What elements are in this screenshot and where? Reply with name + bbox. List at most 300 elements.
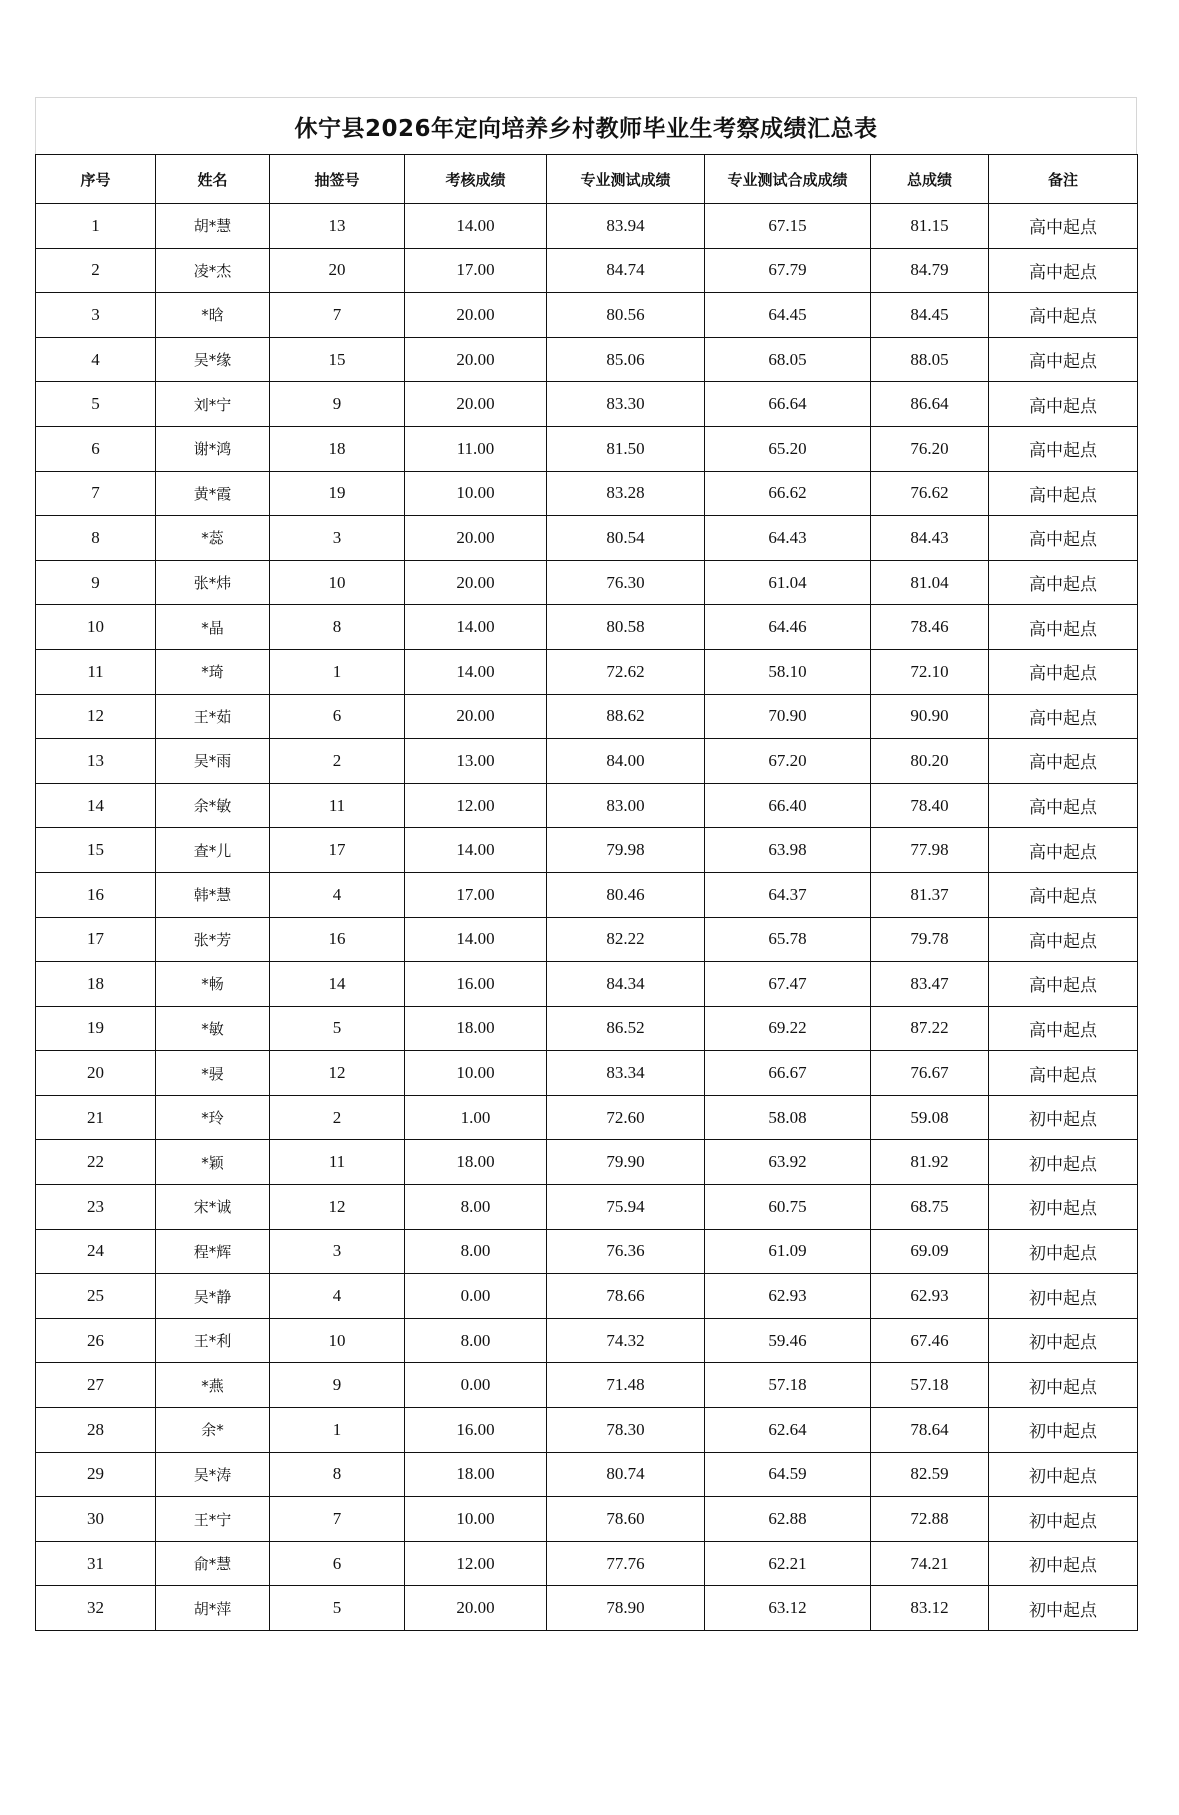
cell-name: 谢*鸿 bbox=[156, 426, 270, 471]
table-row bbox=[36, 917, 1138, 962]
cell-draw-number: 4 bbox=[270, 1274, 405, 1319]
cell-professional-composite-score: 59.46 bbox=[705, 1318, 871, 1363]
cell-total-score: 83.12 bbox=[871, 1586, 989, 1631]
col-header-draw-number: 抽签号 bbox=[270, 155, 405, 204]
cell-assessment-score: 20.00 bbox=[405, 560, 547, 605]
cell-professional-test-score: 88.62 bbox=[547, 694, 705, 739]
cell-name: *晗 bbox=[156, 293, 270, 338]
cell-assessment-score: 14.00 bbox=[405, 917, 547, 962]
cell-professional-composite-score: 57.18 bbox=[705, 1363, 871, 1408]
cell-professional-test-score: 78.60 bbox=[547, 1497, 705, 1542]
cell-index: 3 bbox=[36, 293, 156, 338]
table-row bbox=[36, 605, 1138, 650]
cell-total-score: 81.37 bbox=[871, 872, 989, 917]
cell-assessment-score: 0.00 bbox=[405, 1274, 547, 1319]
cell-remark: 高中起点 bbox=[989, 962, 1138, 1007]
cell-professional-composite-score: 64.43 bbox=[705, 516, 871, 561]
cell-name: 凌*杰 bbox=[156, 248, 270, 293]
cell-total-score: 72.10 bbox=[871, 649, 989, 694]
cell-index: 20 bbox=[36, 1051, 156, 1096]
cell-professional-test-score: 84.00 bbox=[547, 739, 705, 784]
cell-remark: 初中起点 bbox=[989, 1497, 1138, 1542]
cell-assessment-score: 1.00 bbox=[405, 1095, 547, 1140]
cell-professional-composite-score: 62.64 bbox=[705, 1408, 871, 1453]
cell-professional-composite-score: 66.40 bbox=[705, 783, 871, 828]
cell-professional-composite-score: 63.12 bbox=[705, 1586, 871, 1631]
cell-name: *骎 bbox=[156, 1051, 270, 1096]
cell-professional-composite-score: 61.09 bbox=[705, 1229, 871, 1274]
cell-professional-test-score: 84.34 bbox=[547, 962, 705, 1007]
cell-name: 胡*慧 bbox=[156, 204, 270, 249]
cell-index: 15 bbox=[36, 828, 156, 873]
cell-professional-composite-score: 63.92 bbox=[705, 1140, 871, 1185]
cell-index: 16 bbox=[36, 872, 156, 917]
cell-professional-composite-score: 67.47 bbox=[705, 962, 871, 1007]
cell-professional-test-score: 85.06 bbox=[547, 337, 705, 382]
table-row bbox=[36, 1318, 1138, 1363]
cell-draw-number: 8 bbox=[270, 1452, 405, 1497]
cell-index: 28 bbox=[36, 1408, 156, 1453]
table-row bbox=[36, 1229, 1138, 1274]
cell-professional-composite-score: 62.21 bbox=[705, 1541, 871, 1586]
cell-assessment-score: 17.00 bbox=[405, 248, 547, 293]
cell-draw-number: 12 bbox=[270, 1051, 405, 1096]
cell-index: 32 bbox=[36, 1586, 156, 1631]
cell-remark: 初中起点 bbox=[989, 1229, 1138, 1274]
table-row bbox=[36, 204, 1138, 249]
cell-assessment-score: 10.00 bbox=[405, 471, 547, 516]
cell-draw-number: 5 bbox=[270, 1586, 405, 1631]
cell-index: 30 bbox=[36, 1497, 156, 1542]
cell-name: 查*儿 bbox=[156, 828, 270, 873]
cell-professional-test-score: 78.90 bbox=[547, 1586, 705, 1631]
cell-index: 5 bbox=[36, 382, 156, 427]
cell-draw-number: 18 bbox=[270, 426, 405, 471]
col-header-remark: 备注 bbox=[989, 155, 1138, 204]
cell-draw-number: 5 bbox=[270, 1006, 405, 1051]
cell-assessment-score: 20.00 bbox=[405, 293, 547, 338]
cell-professional-composite-score: 58.08 bbox=[705, 1095, 871, 1140]
cell-name: 韩*慧 bbox=[156, 872, 270, 917]
cell-index: 1 bbox=[36, 204, 156, 249]
cell-name: *燕 bbox=[156, 1363, 270, 1408]
cell-remark: 高中起点 bbox=[989, 1006, 1138, 1051]
cell-total-score: 74.21 bbox=[871, 1541, 989, 1586]
table-row bbox=[36, 1185, 1138, 1230]
table-row bbox=[36, 1497, 1138, 1542]
cell-total-score: 79.78 bbox=[871, 917, 989, 962]
cell-total-score: 78.40 bbox=[871, 783, 989, 828]
score-sheet bbox=[35, 97, 1137, 1631]
cell-assessment-score: 10.00 bbox=[405, 1497, 547, 1542]
cell-remark: 高中起点 bbox=[989, 1051, 1138, 1096]
cell-name: 胡*萍 bbox=[156, 1586, 270, 1631]
cell-remark: 高中起点 bbox=[989, 649, 1138, 694]
table-row bbox=[36, 516, 1138, 561]
cell-assessment-score: 18.00 bbox=[405, 1140, 547, 1185]
cell-total-score: 82.59 bbox=[871, 1452, 989, 1497]
cell-total-score: 69.09 bbox=[871, 1229, 989, 1274]
cell-professional-test-score: 80.58 bbox=[547, 605, 705, 650]
cell-professional-test-score: 79.98 bbox=[547, 828, 705, 873]
cell-assessment-score: 17.00 bbox=[405, 872, 547, 917]
cell-name: *畅 bbox=[156, 962, 270, 1007]
cell-name: 余*敏 bbox=[156, 783, 270, 828]
cell-name: 吴*缘 bbox=[156, 337, 270, 382]
cell-index: 17 bbox=[36, 917, 156, 962]
cell-draw-number: 11 bbox=[270, 783, 405, 828]
cell-name: 俞*慧 bbox=[156, 1541, 270, 1586]
cell-draw-number: 3 bbox=[270, 1229, 405, 1274]
table-body bbox=[36, 204, 1138, 1631]
cell-professional-test-score: 72.62 bbox=[547, 649, 705, 694]
cell-draw-number: 11 bbox=[270, 1140, 405, 1185]
cell-total-score: 68.75 bbox=[871, 1185, 989, 1230]
cell-remark: 初中起点 bbox=[989, 1140, 1138, 1185]
cell-remark: 初中起点 bbox=[989, 1408, 1138, 1453]
cell-remark: 高中起点 bbox=[989, 426, 1138, 471]
cell-index: 19 bbox=[36, 1006, 156, 1051]
cell-index: 2 bbox=[36, 248, 156, 293]
cell-remark: 初中起点 bbox=[989, 1095, 1138, 1140]
cell-draw-number: 9 bbox=[270, 1363, 405, 1408]
cell-professional-test-score: 80.46 bbox=[547, 872, 705, 917]
cell-assessment-score: 8.00 bbox=[405, 1229, 547, 1274]
table-row bbox=[36, 337, 1138, 382]
cell-professional-composite-score: 70.90 bbox=[705, 694, 871, 739]
cell-remark: 高中起点 bbox=[989, 337, 1138, 382]
cell-professional-test-score: 72.60 bbox=[547, 1095, 705, 1140]
cell-assessment-score: 10.00 bbox=[405, 1051, 547, 1096]
cell-index: 27 bbox=[36, 1363, 156, 1408]
cell-professional-composite-score: 66.67 bbox=[705, 1051, 871, 1096]
cell-name: 黄*霞 bbox=[156, 471, 270, 516]
cell-remark: 高中起点 bbox=[989, 783, 1138, 828]
col-header-total-score: 总成绩 bbox=[871, 155, 989, 204]
cell-draw-number: 6 bbox=[270, 1541, 405, 1586]
cell-professional-test-score: 83.30 bbox=[547, 382, 705, 427]
cell-index: 31 bbox=[36, 1541, 156, 1586]
cell-draw-number: 3 bbox=[270, 516, 405, 561]
cell-assessment-score: 20.00 bbox=[405, 382, 547, 427]
cell-remark: 高中起点 bbox=[989, 605, 1138, 650]
cell-remark: 初中起点 bbox=[989, 1452, 1138, 1497]
table-row bbox=[36, 382, 1138, 427]
cell-total-score: 67.46 bbox=[871, 1318, 989, 1363]
cell-assessment-score: 14.00 bbox=[405, 649, 547, 694]
cell-draw-number: 16 bbox=[270, 917, 405, 962]
table-row bbox=[36, 1408, 1138, 1453]
cell-assessment-score: 18.00 bbox=[405, 1006, 547, 1051]
cell-index: 4 bbox=[36, 337, 156, 382]
cell-index: 22 bbox=[36, 1140, 156, 1185]
cell-draw-number: 20 bbox=[270, 248, 405, 293]
cell-professional-composite-score: 67.15 bbox=[705, 204, 871, 249]
table-row bbox=[36, 1274, 1138, 1319]
cell-professional-composite-score: 64.59 bbox=[705, 1452, 871, 1497]
cell-total-score: 72.88 bbox=[871, 1497, 989, 1542]
cell-name: 吴*静 bbox=[156, 1274, 270, 1319]
cell-total-score: 76.62 bbox=[871, 471, 989, 516]
cell-draw-number: 1 bbox=[270, 1408, 405, 1453]
cell-professional-composite-score: 67.79 bbox=[705, 248, 871, 293]
cell-total-score: 84.43 bbox=[871, 516, 989, 561]
cell-professional-composite-score: 61.04 bbox=[705, 560, 871, 605]
cell-draw-number: 7 bbox=[270, 1497, 405, 1542]
cell-draw-number: 12 bbox=[270, 1185, 405, 1230]
cell-professional-composite-score: 63.98 bbox=[705, 828, 871, 873]
table-row bbox=[36, 1452, 1138, 1497]
cell-professional-test-score: 80.54 bbox=[547, 516, 705, 561]
cell-remark: 高中起点 bbox=[989, 872, 1138, 917]
cell-professional-test-score: 78.66 bbox=[547, 1274, 705, 1319]
cell-index: 12 bbox=[36, 694, 156, 739]
cell-index: 6 bbox=[36, 426, 156, 471]
cell-remark: 高中起点 bbox=[989, 694, 1138, 739]
cell-name: *敏 bbox=[156, 1006, 270, 1051]
cell-professional-composite-score: 66.62 bbox=[705, 471, 871, 516]
cell-assessment-score: 18.00 bbox=[405, 1452, 547, 1497]
cell-index: 23 bbox=[36, 1185, 156, 1230]
cell-assessment-score: 11.00 bbox=[405, 426, 547, 471]
cell-name: 王*利 bbox=[156, 1318, 270, 1363]
cell-assessment-score: 20.00 bbox=[405, 516, 547, 561]
cell-assessment-score: 16.00 bbox=[405, 962, 547, 1007]
cell-name: 王*茹 bbox=[156, 694, 270, 739]
table-row bbox=[36, 1006, 1138, 1051]
cell-draw-number: 10 bbox=[270, 560, 405, 605]
cell-professional-test-score: 76.36 bbox=[547, 1229, 705, 1274]
cell-total-score: 77.98 bbox=[871, 828, 989, 873]
cell-remark: 初中起点 bbox=[989, 1363, 1138, 1408]
table-row bbox=[36, 872, 1138, 917]
cell-total-score: 86.64 bbox=[871, 382, 989, 427]
cell-total-score: 78.46 bbox=[871, 605, 989, 650]
cell-total-score: 88.05 bbox=[871, 337, 989, 382]
cell-remark: 初中起点 bbox=[989, 1586, 1138, 1631]
header-row bbox=[36, 155, 1138, 204]
cell-assessment-score: 16.00 bbox=[405, 1408, 547, 1453]
cell-professional-composite-score: 60.75 bbox=[705, 1185, 871, 1230]
cell-index: 10 bbox=[36, 605, 156, 650]
cell-remark: 高中起点 bbox=[989, 516, 1138, 561]
cell-professional-test-score: 83.34 bbox=[547, 1051, 705, 1096]
cell-professional-composite-score: 58.10 bbox=[705, 649, 871, 694]
cell-professional-composite-score: 66.64 bbox=[705, 382, 871, 427]
cell-index: 26 bbox=[36, 1318, 156, 1363]
cell-professional-composite-score: 69.22 bbox=[705, 1006, 871, 1051]
cell-draw-number: 19 bbox=[270, 471, 405, 516]
cell-assessment-score: 12.00 bbox=[405, 783, 547, 828]
cell-total-score: 62.93 bbox=[871, 1274, 989, 1319]
cell-assessment-score: 14.00 bbox=[405, 605, 547, 650]
cell-professional-test-score: 80.56 bbox=[547, 293, 705, 338]
cell-index: 25 bbox=[36, 1274, 156, 1319]
cell-professional-test-score: 76.30 bbox=[547, 560, 705, 605]
cell-name: 吴*涛 bbox=[156, 1452, 270, 1497]
table-row bbox=[36, 560, 1138, 605]
cell-professional-composite-score: 62.88 bbox=[705, 1497, 871, 1542]
table-row bbox=[36, 1541, 1138, 1586]
cell-assessment-score: 0.00 bbox=[405, 1363, 547, 1408]
cell-professional-test-score: 82.22 bbox=[547, 917, 705, 962]
col-header-name: 姓名 bbox=[156, 155, 270, 204]
cell-index: 11 bbox=[36, 649, 156, 694]
table-row bbox=[36, 1051, 1138, 1096]
cell-name: 刘*宁 bbox=[156, 382, 270, 427]
cell-professional-composite-score: 67.20 bbox=[705, 739, 871, 784]
cell-remark: 高中起点 bbox=[989, 917, 1138, 962]
cell-remark: 高中起点 bbox=[989, 828, 1138, 873]
cell-total-score: 90.90 bbox=[871, 694, 989, 739]
cell-professional-test-score: 83.28 bbox=[547, 471, 705, 516]
cell-name: 余* bbox=[156, 1408, 270, 1453]
cell-index: 18 bbox=[36, 962, 156, 1007]
cell-remark: 高中起点 bbox=[989, 471, 1138, 516]
table-row bbox=[36, 471, 1138, 516]
cell-draw-number: 8 bbox=[270, 605, 405, 650]
cell-remark: 高中起点 bbox=[989, 293, 1138, 338]
table-row bbox=[36, 1586, 1138, 1631]
cell-index: 7 bbox=[36, 471, 156, 516]
cell-remark: 高中起点 bbox=[989, 204, 1138, 249]
table-row bbox=[36, 828, 1138, 873]
cell-professional-composite-score: 65.78 bbox=[705, 917, 871, 962]
cell-remark: 初中起点 bbox=[989, 1318, 1138, 1363]
cell-remark: 初中起点 bbox=[989, 1185, 1138, 1230]
cell-professional-composite-score: 64.45 bbox=[705, 293, 871, 338]
cell-professional-composite-score: 64.37 bbox=[705, 872, 871, 917]
cell-remark: 高中起点 bbox=[989, 382, 1138, 427]
cell-index: 8 bbox=[36, 516, 156, 561]
cell-total-score: 59.08 bbox=[871, 1095, 989, 1140]
cell-total-score: 80.20 bbox=[871, 739, 989, 784]
table-row bbox=[36, 739, 1138, 784]
cell-total-score: 76.20 bbox=[871, 426, 989, 471]
cell-professional-composite-score: 65.20 bbox=[705, 426, 871, 471]
cell-total-score: 81.04 bbox=[871, 560, 989, 605]
cell-total-score: 81.92 bbox=[871, 1140, 989, 1185]
cell-name: 张*炜 bbox=[156, 560, 270, 605]
cell-assessment-score: 8.00 bbox=[405, 1185, 547, 1230]
cell-remark: 高中起点 bbox=[989, 739, 1138, 784]
cell-remark: 初中起点 bbox=[989, 1541, 1138, 1586]
cell-index: 21 bbox=[36, 1095, 156, 1140]
cell-name: 程*辉 bbox=[156, 1229, 270, 1274]
cell-name: *琦 bbox=[156, 649, 270, 694]
table-row bbox=[36, 783, 1138, 828]
table-row bbox=[36, 1140, 1138, 1185]
col-header-professional-composite-score: 专业测试合成成绩 bbox=[705, 155, 871, 204]
cell-draw-number: 10 bbox=[270, 1318, 405, 1363]
table-row bbox=[36, 426, 1138, 471]
cell-professional-test-score: 80.74 bbox=[547, 1452, 705, 1497]
cell-draw-number: 13 bbox=[270, 204, 405, 249]
col-header-assessment-score: 考核成绩 bbox=[405, 155, 547, 204]
cell-draw-number: 9 bbox=[270, 382, 405, 427]
cell-draw-number: 6 bbox=[270, 694, 405, 739]
cell-index: 24 bbox=[36, 1229, 156, 1274]
cell-professional-test-score: 75.94 bbox=[547, 1185, 705, 1230]
table-row bbox=[36, 293, 1138, 338]
cell-professional-composite-score: 62.93 bbox=[705, 1274, 871, 1319]
sheet-title: 休宁县2026年定向培养乡村教师毕业生考察成绩汇总表 bbox=[35, 97, 1137, 154]
cell-assessment-score: 14.00 bbox=[405, 828, 547, 873]
table-row bbox=[36, 962, 1138, 1007]
cell-name: *晶 bbox=[156, 605, 270, 650]
cell-draw-number: 2 bbox=[270, 739, 405, 784]
cell-total-score: 76.67 bbox=[871, 1051, 989, 1096]
cell-professional-composite-score: 68.05 bbox=[705, 337, 871, 382]
col-header-index: 序号 bbox=[36, 155, 156, 204]
cell-assessment-score: 20.00 bbox=[405, 694, 547, 739]
cell-index: 13 bbox=[36, 739, 156, 784]
cell-assessment-score: 14.00 bbox=[405, 204, 547, 249]
cell-index: 9 bbox=[36, 560, 156, 605]
cell-name: *玲 bbox=[156, 1095, 270, 1140]
cell-draw-number: 1 bbox=[270, 649, 405, 694]
cell-name: 王*宁 bbox=[156, 1497, 270, 1542]
cell-total-score: 87.22 bbox=[871, 1006, 989, 1051]
cell-name: *蕊 bbox=[156, 516, 270, 561]
cell-draw-number: 7 bbox=[270, 293, 405, 338]
cell-total-score: 84.45 bbox=[871, 293, 989, 338]
cell-assessment-score: 8.00 bbox=[405, 1318, 547, 1363]
cell-professional-test-score: 77.76 bbox=[547, 1541, 705, 1586]
table-row bbox=[36, 1363, 1138, 1408]
cell-total-score: 84.79 bbox=[871, 248, 989, 293]
cell-professional-test-score: 74.32 bbox=[547, 1318, 705, 1363]
cell-professional-test-score: 78.30 bbox=[547, 1408, 705, 1453]
cell-total-score: 81.15 bbox=[871, 204, 989, 249]
cell-name: *颖 bbox=[156, 1140, 270, 1185]
cell-name: 张*芳 bbox=[156, 917, 270, 962]
table-row bbox=[36, 649, 1138, 694]
cell-total-score: 57.18 bbox=[871, 1363, 989, 1408]
cell-total-score: 83.47 bbox=[871, 962, 989, 1007]
score-table bbox=[35, 154, 1138, 1631]
cell-professional-test-score: 83.94 bbox=[547, 204, 705, 249]
cell-professional-test-score: 79.90 bbox=[547, 1140, 705, 1185]
cell-professional-test-score: 83.00 bbox=[547, 783, 705, 828]
cell-name: 吴*雨 bbox=[156, 739, 270, 784]
cell-assessment-score: 20.00 bbox=[405, 337, 547, 382]
cell-draw-number: 15 bbox=[270, 337, 405, 382]
cell-remark: 初中起点 bbox=[989, 1274, 1138, 1319]
cell-professional-test-score: 84.74 bbox=[547, 248, 705, 293]
col-header-professional-test-score: 专业测试成绩 bbox=[547, 155, 705, 204]
cell-index: 29 bbox=[36, 1452, 156, 1497]
cell-assessment-score: 12.00 bbox=[405, 1541, 547, 1586]
cell-total-score: 78.64 bbox=[871, 1408, 989, 1453]
cell-assessment-score: 13.00 bbox=[405, 739, 547, 784]
cell-professional-test-score: 86.52 bbox=[547, 1006, 705, 1051]
cell-draw-number: 14 bbox=[270, 962, 405, 1007]
cell-remark: 高中起点 bbox=[989, 248, 1138, 293]
cell-draw-number: 4 bbox=[270, 872, 405, 917]
cell-draw-number: 2 bbox=[270, 1095, 405, 1140]
table-row bbox=[36, 1095, 1138, 1140]
cell-professional-test-score: 71.48 bbox=[547, 1363, 705, 1408]
cell-index: 14 bbox=[36, 783, 156, 828]
table-row bbox=[36, 248, 1138, 293]
cell-remark: 高中起点 bbox=[989, 560, 1138, 605]
cell-professional-test-score: 81.50 bbox=[547, 426, 705, 471]
cell-name: 宋*诚 bbox=[156, 1185, 270, 1230]
cell-assessment-score: 20.00 bbox=[405, 1586, 547, 1631]
table-row bbox=[36, 694, 1138, 739]
cell-professional-composite-score: 64.46 bbox=[705, 605, 871, 650]
